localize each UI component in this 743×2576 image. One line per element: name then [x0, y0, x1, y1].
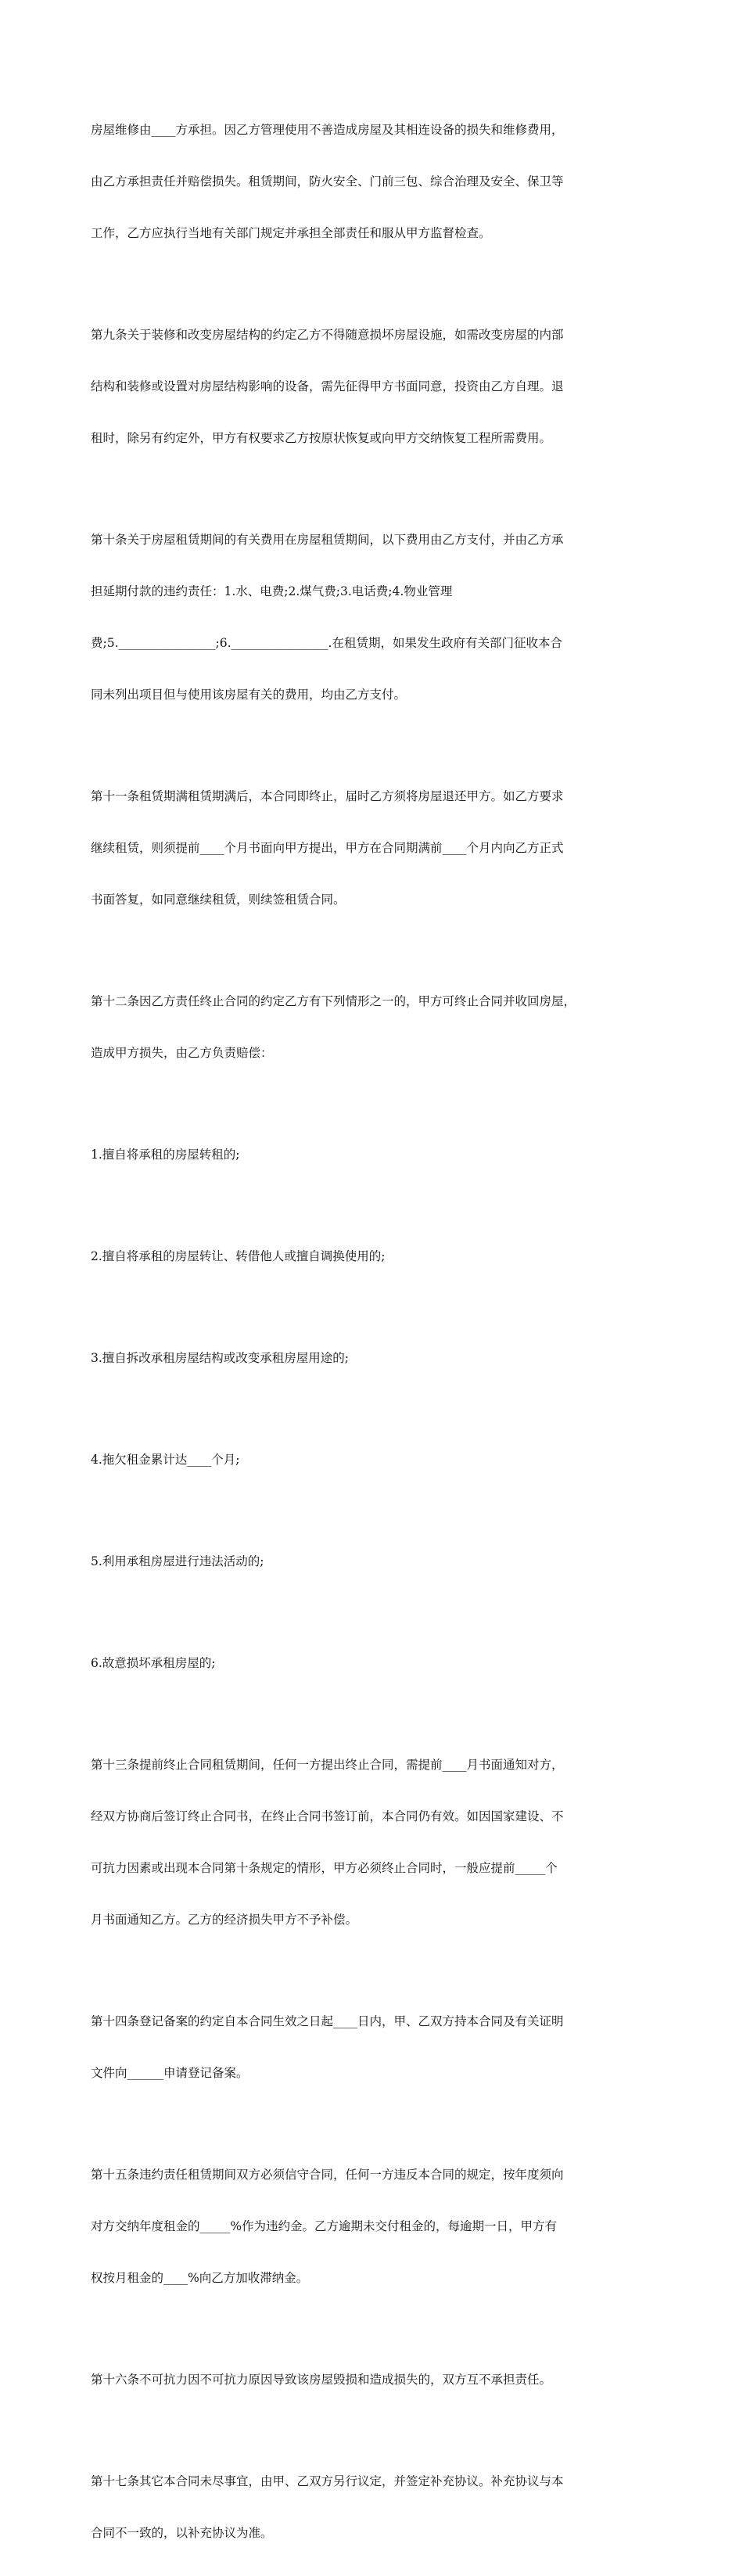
text-line: 4.拖欠租金累计达____个月;: [91, 1453, 240, 1467]
text-line: 6.故意损坏承租房屋的;: [91, 1656, 216, 1670]
text-line: 第十二条因乙方责任终止合同的约定乙方有下列情形之一的，甲方可终止合同并收回房屋，: [91, 994, 576, 1008]
paragraph-article-16: [91, 2337, 665, 2423]
text-line: 3.擅自拆改承租房屋结构或改变承租房屋用途的;: [91, 1351, 350, 1365]
text-line: 第十六条不可抗力因不可抗力原因导致该房屋毁损和造成损失的，双方互不承担责任。: [91, 2373, 552, 2387]
list-item-3: [91, 1315, 665, 1401]
text-line: 造成甲方损失，由乙方负责赔偿：: [91, 1046, 273, 1060]
text-line: 合同不一致的，以补充协议为准。: [91, 2526, 273, 2540]
paragraph-article-13: [91, 1722, 665, 1963]
list-item-5: [91, 1518, 665, 1604]
list-item-1: [91, 1112, 665, 1198]
text-line: 第十三条提前终止合同租赁期间，任何一方提出终止合同，需提前____月书面通知对方，: [91, 1758, 564, 1772]
list-item-6: [91, 1620, 665, 1706]
text-line: 工作，乙方应执行当地有关部门规定并承担全部责任和服从甲方监督检查。: [91, 226, 491, 240]
text-line: 书面答复，如同意继续租赁，则续签租赁合同。: [91, 893, 346, 907]
text-line: 由乙方承担责任并赔偿损失。租赁期间，防火安全、门前三包、综合治理及安全、保卫等: [91, 174, 564, 189]
list-item-4: [91, 1417, 665, 1503]
paragraph-article-12: [91, 958, 665, 1096]
text-line: 经双方协商后签订终止合同书，在终止合同书签订前，本合同仍有效。如因国家建设、不: [91, 1809, 564, 1823]
paragraph-article-17: [91, 2438, 665, 2576]
text-line: 第十七条其它本合同未尽事宜，由甲、乙双方另行议定，并签定补充协议。补充协议与本: [91, 2474, 564, 2488]
text-line: 第九条关于装修和改变房屋结构的约定乙方不得随意损坏房屋设施，如需改变房屋的内部: [91, 328, 564, 342]
text-line: 权按月租金的____%向乙方加收滞纳金。: [91, 2271, 309, 2285]
text-line: 继续租赁，则须提前____个月书面向甲方提出，甲方在合同期满前____个月内向乙方正式: [91, 841, 564, 855]
text-line: 第十五条违约责任租赁期间双方必须信守合同，任何一方违反本合同的规定，按年度须向: [91, 2168, 564, 2182]
text-line: 月书面通知乙方。乙方的经济损失甲方不予补偿。: [91, 1913, 358, 1927]
text-line: 担延期付款的违约责任：1.水、电费;2.煤气费;3.电话费;4.物业管理: [91, 584, 453, 598]
text-line: 2.擅自将承租的房屋转让、转借他人或擅自调换使用的;: [91, 1249, 386, 1263]
text-line: 结构和装修或设置对房屋结构影响的设备，需先征得甲方书面同意，投资由乙方自理。退: [91, 379, 564, 393]
text-line: 对方交纳年度租金的_____%作为违约金。乙方逾期未交付租金的，每逾期一日，甲方有: [91, 2219, 557, 2233]
list-item-2: [91, 1213, 665, 1299]
paragraph-article-10: [91, 497, 665, 738]
paragraph-article-9: [91, 292, 665, 481]
text-line: 5.利用承租房屋进行违法活动的;: [91, 1554, 264, 1568]
text-line: 同未列出项目但与使用该房屋有关的费用，均由乙方支付。: [91, 688, 407, 702]
text-line: 第十一条租赁期满租赁期满后，本合同即终止，届时乙方须将房屋退还甲方。如乙方要求: [91, 789, 564, 803]
text-line: 文件向______申请登记备案。: [91, 2066, 249, 2080]
text-line: 第十条关于房屋租赁期间的有关费用在房屋租赁期间，以下费用由乙方支付，并由乙方承: [91, 533, 564, 547]
text-line: 1.擅自将承租的房屋转租的;: [91, 1148, 240, 1162]
paragraph-repairs: [91, 87, 665, 276]
document-body: [91, 87, 665, 2576]
text-line: 费;5.________________;6.________________.在租赁期，如果发生政府有关部门征收本合: [91, 636, 562, 650]
text-line: 租时，除另有约定外，甲方有权要求乙方按原状恢复或向甲方交纳恢复工程所需费用。: [91, 431, 552, 445]
paragraph-article-14: [91, 1978, 665, 2116]
paragraph-article-15: [91, 2132, 665, 2321]
text-line: 第十四条登记备案的约定自本合同生效之日起____日内，甲、乙双方持本合同及有关证明: [91, 2014, 564, 2028]
text-line: 房屋维修由____方承担。因乙方管理使用不善造成房屋及其相连设备的损失和维修费用，: [91, 123, 564, 137]
paragraph-article-11: [91, 753, 665, 943]
text-line: 可抗力因素或出现本合同第十条规定的情形，甲方必须终止合同时，一般应提前_____个: [91, 1861, 558, 1875]
